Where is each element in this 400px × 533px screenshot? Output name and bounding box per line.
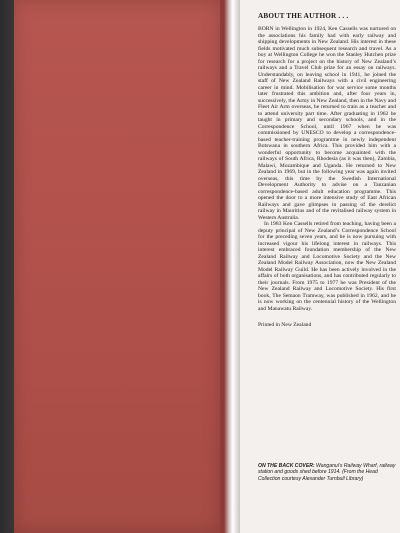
printed-in-note: Printed in New Zealand [258,322,312,328]
back-cover-caption-text: Wanganui’s Railway Wharf, railway station and goods shed before 1914. (From the Head Collection courtesy Alexander Turnbull Library) [258,463,396,482]
book-spine [224,0,240,533]
page-content [258,12,396,517]
red-endpaper [14,0,220,533]
author-bio [258,26,396,312]
bio-paragraph-2: In 1983 Ken Cassells retired from teaching, having been a deputy principal of New Zealand’s Correspondence School for the preceding seven years, and he is now pursuing with increased vigour his lifelong interest in railways. This interest embraced foundation membership of the New Zealand Railway and Locomotive Society and the New Zealand Model Railway Association, now the New Zealand Model Railway Guild. He has been actively involved in the affairs of both organisations, and has contributed regularly to their journals. From 1975 to 1977 he was President of the New Zealand Railway and Locomotive Society. His first book, The Semaon Tramway, was published in 1962, and he is now working on the centennial history of the Wellington and Manawatu Railway. [258,221,396,312]
back-cover-caption [258,463,398,482]
page-title: ABOUT THE AUTHOR . . . [258,12,349,20]
back-cover-caption-label: ON THE BACK COVER: [258,463,315,469]
bio-paragraph-1: BORN in Wellington in 1924, Ken Cassells was nurtured on the associations his family had with early railway and shipping developments in New Zealand. His interest in these fields motivated much subsequent research and travel. As a boy at Wellington College he won the Stanley Hutchen prize for research for a project on the history of New Zealand’s railways and a Travel Club prize for an essay on railways. Understandably, on leaving school in 1941, he joined the staff of New Zealand Railways with a civil engineering career in mind. Mobilisation for war service some months later frustrated this ambition and, after four years in, successively, the Army in New Zealand, then in the Navy and Fleet Air Arm overseas, he returned to train as a teacher and to attend university part time. After graduating in 1962 he taught in primary and secondary schools, and in the Correspondence School, until 1967 when he was commissioned by UNESCO to develop a correspondence-based teacher-training programme in newly independent Botswana in southern Africa. This provided him with a wonderful opportunity to become acquainted with the railways of South Africa, Rhodesia (as it was then), Zambia, Malawi, Mozambique and Uganda. He returned to New Zealand in 1969, but in the following year was again invited overseas, this time by the Swedish International Development Authority to advise on a Tanzanian correspondence-based adult education programme. This opened the door to a more intensive study of East African Railways and gave glimpses in passing of the derelict railway in Mauritius and of the revitalised railway system in Western Australia. [258,26,396,221]
right-page [240,0,400,533]
